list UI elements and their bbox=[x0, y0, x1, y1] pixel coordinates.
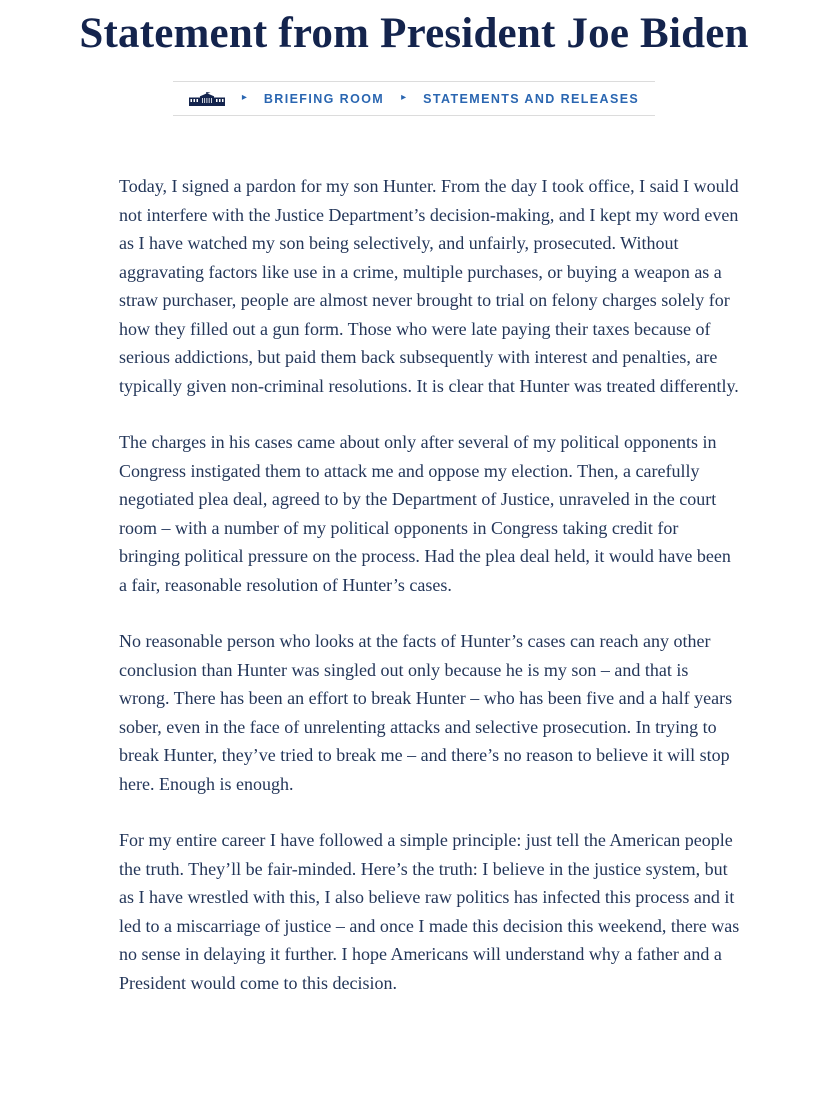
paragraph-1: Today, I signed a pardon for my son Hunter. From the day I took office, I said I would not interfere with the Justice Department’s decision-making, and I kept my word even as I have watched my son being selectively, and unfairly, prosecuted. Without aggravating factors like use in a crime, multiple purchases, or buying a weapon as a straw purchaser, people are almost never brought to trial on felony charges solely for how they filled out a gun form. Those who were late paying their taxes because of serious addictions, but paid them back subsequently with interest and penalties, are typically given non-criminal resolutions. It is clear that Hunter was treated differently. bbox=[119, 176, 739, 396]
whitehouse-icon bbox=[189, 92, 225, 106]
page-title: Statement from President Joe Biden bbox=[79, 10, 749, 57]
breadcrumb bbox=[173, 81, 655, 116]
paragraph-2: The charges in his cases came about only after several of my political opponents in Congress instigated them to attack me and oppose my election. Then, a carefully negotiated plea deal, agreed to by the Department of Justice, unraveled in the court room – with a number of my political opponents in Congress taking credit for bringing political pressure on the process. Had the plea deal held, it would have been a fair, reasonable resolution of Hunter’s cases. bbox=[119, 432, 731, 595]
home-link[interactable] bbox=[189, 92, 225, 106]
article-body bbox=[119, 172, 741, 997]
paragraph-4: For my entire career I have followed a simple principle: just tell the American people the truth. They’ll be fair-minded. Here’s the truth: I believe in the justice system, but as I have wrestled with this, I also believe raw politics has infected this process and it led to a miscarriage of justice – and once I made this decision this weekend, there was no sense in delaying it further. I hope Americans will understand why a father and a President would come to this decision. bbox=[119, 830, 740, 993]
chevron-right-icon: ▸ bbox=[401, 92, 407, 103]
paragraph-3: No reasonable person who looks at the facts of Hunter’s cases can reach any other conclusion than Hunter was singled out only because he is my son – and that is wrong. There has been an effort to break Hunter – who has been five and a half years sober, even in the face of unrelenting attacks and selective prosecution. In trying to break Hunter, they’ve tried to break me – and there’s no reason to believe it will stop here. Enough is enough. bbox=[119, 631, 733, 794]
breadcrumb-link-briefing-room[interactable]: BRIEFING ROOM bbox=[263, 92, 385, 106]
breadcrumb-link-statements-and-releases[interactable]: STATEMENTS AND RELEASES bbox=[423, 92, 640, 106]
chevron-right-icon: ▸ bbox=[241, 92, 247, 103]
